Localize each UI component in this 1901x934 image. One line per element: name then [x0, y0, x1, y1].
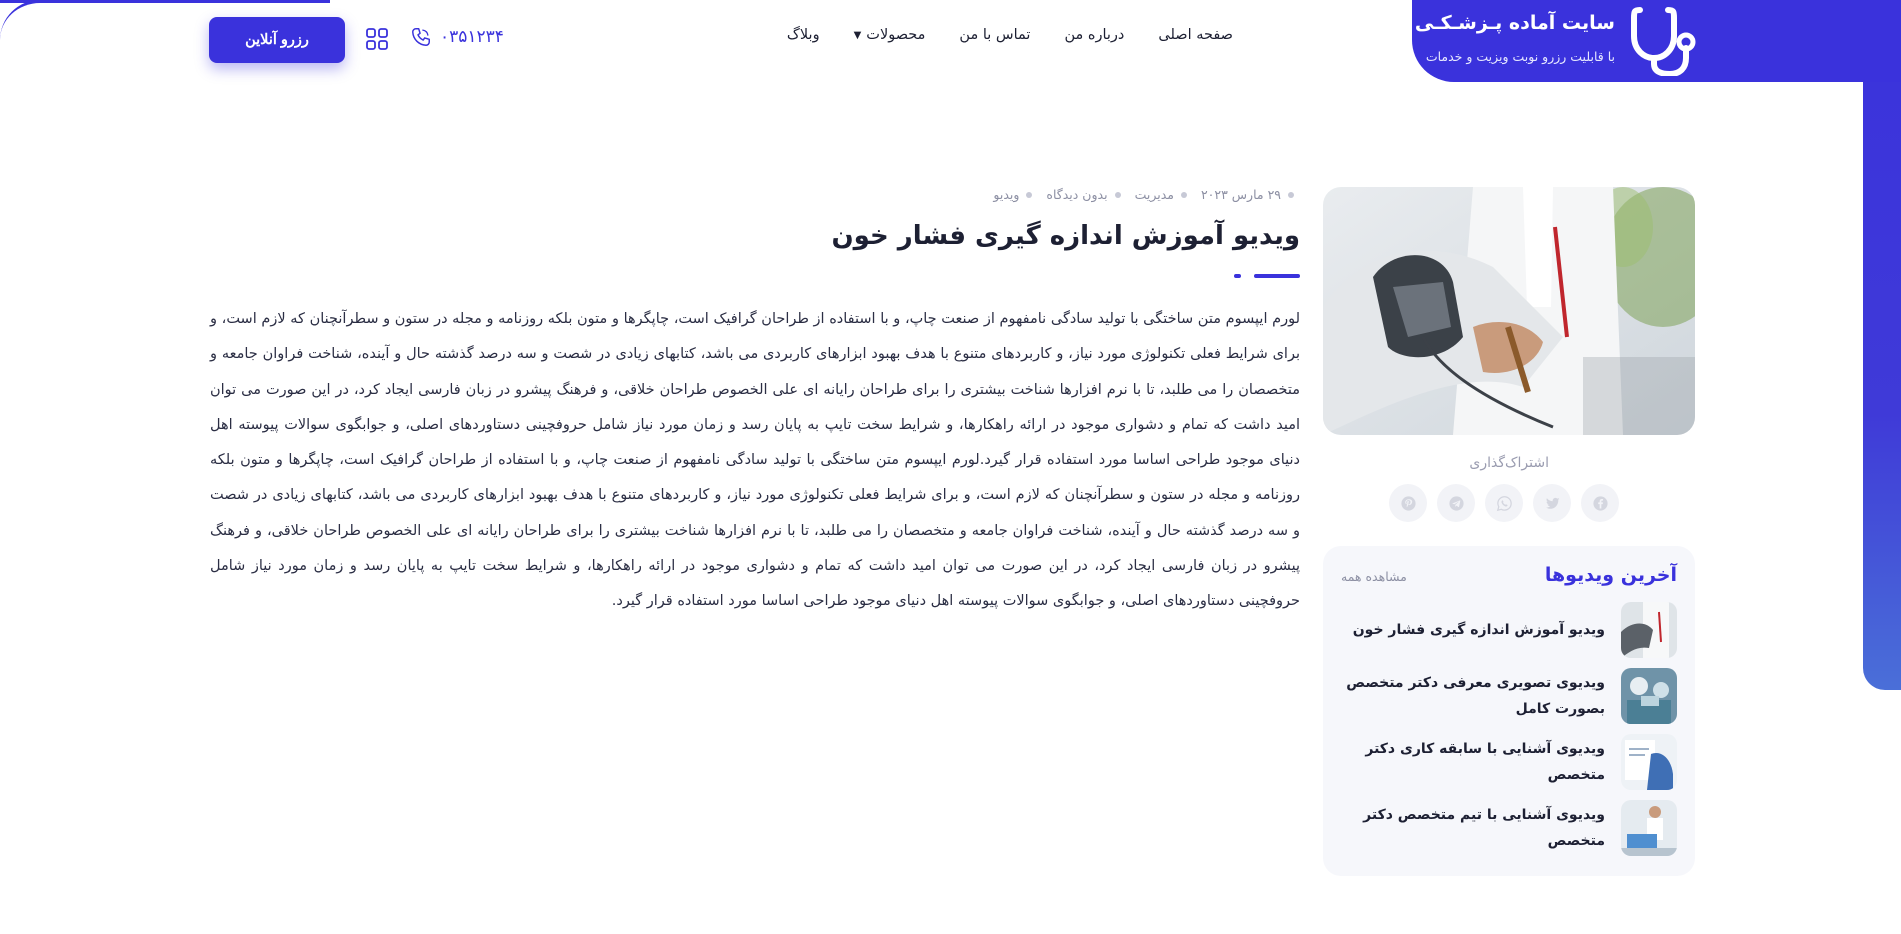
meta-comments[interactable]: بدون دیدگاه — [1046, 187, 1120, 202]
nav-item-contact[interactable] — [959, 27, 1030, 43]
title-underline — [1254, 274, 1300, 278]
nav-item-label: درباره من — [1064, 27, 1125, 43]
title-underline-dot — [1234, 274, 1241, 278]
article-meta — [993, 187, 1294, 202]
whatsapp-icon — [1496, 495, 1513, 512]
share-buttons — [1389, 484, 1619, 522]
apps-grid-icon[interactable] — [366, 28, 388, 50]
video-list-item[interactable] — [1341, 734, 1677, 790]
facebook-share-button[interactable] — [1581, 484, 1619, 522]
view-all-link[interactable]: مشاهده همه — [1341, 569, 1407, 584]
nav-item-home[interactable] — [1158, 27, 1233, 43]
nav-item-about[interactable] — [1064, 27, 1124, 43]
video-title: ویدیو آموزش اندازه گیری فشار خون — [1352, 622, 1605, 638]
right-accent-strip — [1863, 0, 1901, 690]
stethoscope-logo-icon[interactable] — [1628, 6, 1696, 76]
video-title: ویدیوی آشنایی با تیم متخصص دکتر متخصص — [1363, 807, 1605, 849]
top-accent-line — [0, 0, 330, 3]
phone-link[interactable] — [410, 26, 504, 48]
nav-item-blog[interactable] — [787, 27, 820, 43]
article-image — [1323, 187, 1695, 435]
article-title: ویدیو آموزش اندازه گیری فشار خون — [831, 221, 1300, 251]
video-list-item[interactable] — [1341, 668, 1677, 724]
share-label: اشتراک‌گذاری — [1469, 455, 1549, 471]
twitter-icon — [1544, 495, 1561, 512]
video-thumbnail — [1621, 800, 1677, 856]
twitter-share-button[interactable] — [1533, 484, 1571, 522]
meta-author[interactable]: مدیریت — [1135, 187, 1187, 202]
video-thumbnail — [1621, 602, 1677, 658]
meta-category[interactable]: ویدیو — [993, 187, 1032, 202]
nav-item-label: محصولات — [866, 27, 926, 43]
page-sheet-corner — [1773, 82, 1863, 182]
latest-videos-title: آخرین ویدیوها — [1544, 564, 1677, 586]
phone-icon — [410, 26, 432, 48]
phone-number: ۰۳۵۱۲۳۴ — [440, 27, 504, 47]
whatsapp-share-button[interactable] — [1485, 484, 1523, 522]
video-title: ویدیوی آشنایی با سابقه کاری دکتر متخصص — [1365, 741, 1605, 783]
pinterest-icon — [1400, 495, 1417, 512]
video-list-item[interactable] — [1341, 602, 1677, 658]
nav-item-label: وبلاگ — [786, 27, 820, 43]
meta-date: ۲۹ مارس ۲۰۲۳ — [1201, 187, 1294, 202]
chevron-down-icon: ▼ — [853, 29, 862, 41]
latest-videos-panel — [1323, 546, 1695, 876]
telegram-share-button[interactable] — [1437, 484, 1475, 522]
main-nav — [787, 27, 1233, 43]
video-thumbnail — [1621, 668, 1677, 724]
nav-item-label: صفحه اصلی — [1158, 27, 1233, 43]
page-corner — [0, 0, 40, 40]
telegram-icon — [1448, 495, 1465, 512]
nav-item-products[interactable] — [854, 27, 926, 43]
facebook-icon — [1592, 495, 1609, 512]
video-title: ویدیوی تصویری معرفی دکتر متخصص بصورت کامل — [1346, 675, 1605, 717]
video-thumbnail — [1621, 734, 1677, 790]
reserve-online-button[interactable]: رزرو آنلاین — [209, 17, 345, 63]
video-list-item[interactable] — [1341, 800, 1677, 856]
brand-title[interactable]: سایت آماده پـزشـکـی — [1414, 12, 1615, 34]
article-body: لورم ایپسوم متن ساختگی با تولید سادگی نامفهوم از صنعت چاپ، و با استفاده از طراحان گرافیک است، چاپگرها و متون بلکه روزنامه و مجله در ستون و سطرآنچنان که لازم است، و برای شرایط فعلی تکنولوژی مورد نیاز، و کاربردهای متنوع با هدف بهبود ابزارهای کاربردی می باشد، کتابهای زیادی در شصت و سه درصد گذشته حال و آینده، شناخت فراوان جامعه و متخصصان را می طلبد، تا با نرم افزارها شناخت بیشتری را برای طراحان رایانه ای علی الخصوص طراحان خلاقی، و فرهنگ پیشرو در زبان فارسی ایجاد کرد، در این صورت می توان امید داشت که تمام و دشواری موجود در ارائه راهکارها، و شرایط سخت تایپ به پایان رسد و زمان مورد نیاز شامل حروفچینی دستاوردهای اصلی، و جوابگوی سوالات پیوسته اهل دنیای موجود طراحی اساسا مورد استفاده قرار گیرد.لورم ایپسوم متن ساختگی با تولید سادگی نامفهوم از صنعت چاپ، و با استفاده از طراحان گرافیک است، چاپگرها و متون بلکه روزنامه و مجله در ستون و سطرآنچنان که لازم است، و برای شرایط فعلی تکنولوژی مورد نیاز، و کاربردهای متنوع با هدف بهبود ابزارهای کاربردی می باشد، کتابهای زیادی در شصت و سه درصد گذشته حال و آینده، شناخت فراوان جامعه و متخصصان را می طلبد، تا با نرم افزارها شناخت بیشتری را برای طراحان رایانه ای علی الخصوص طراحان خلاقی، و فرهنگ پیشرو در زبان فارسی ایجاد کرد، در این صورت می توان امید داشت که تمام و دشواری موجود در ارائه راهکارها، و شرایط سخت تایپ به پایان رسد و زمان مورد نیاز شامل حروفچینی دستاوردهای اصلی، و جوابگوی سوالات پیوسته اهل دنیای موجود طراحی اساسا مورد استفاده قرار گیرد. — [210, 311, 1300, 610]
nav-item-label: تماس با من — [959, 27, 1031, 43]
brand-subtitle: با قابلیت رزرو نوبت ویزیت و خدمات — [1425, 49, 1615, 64]
pinterest-share-button[interactable] — [1389, 484, 1427, 522]
